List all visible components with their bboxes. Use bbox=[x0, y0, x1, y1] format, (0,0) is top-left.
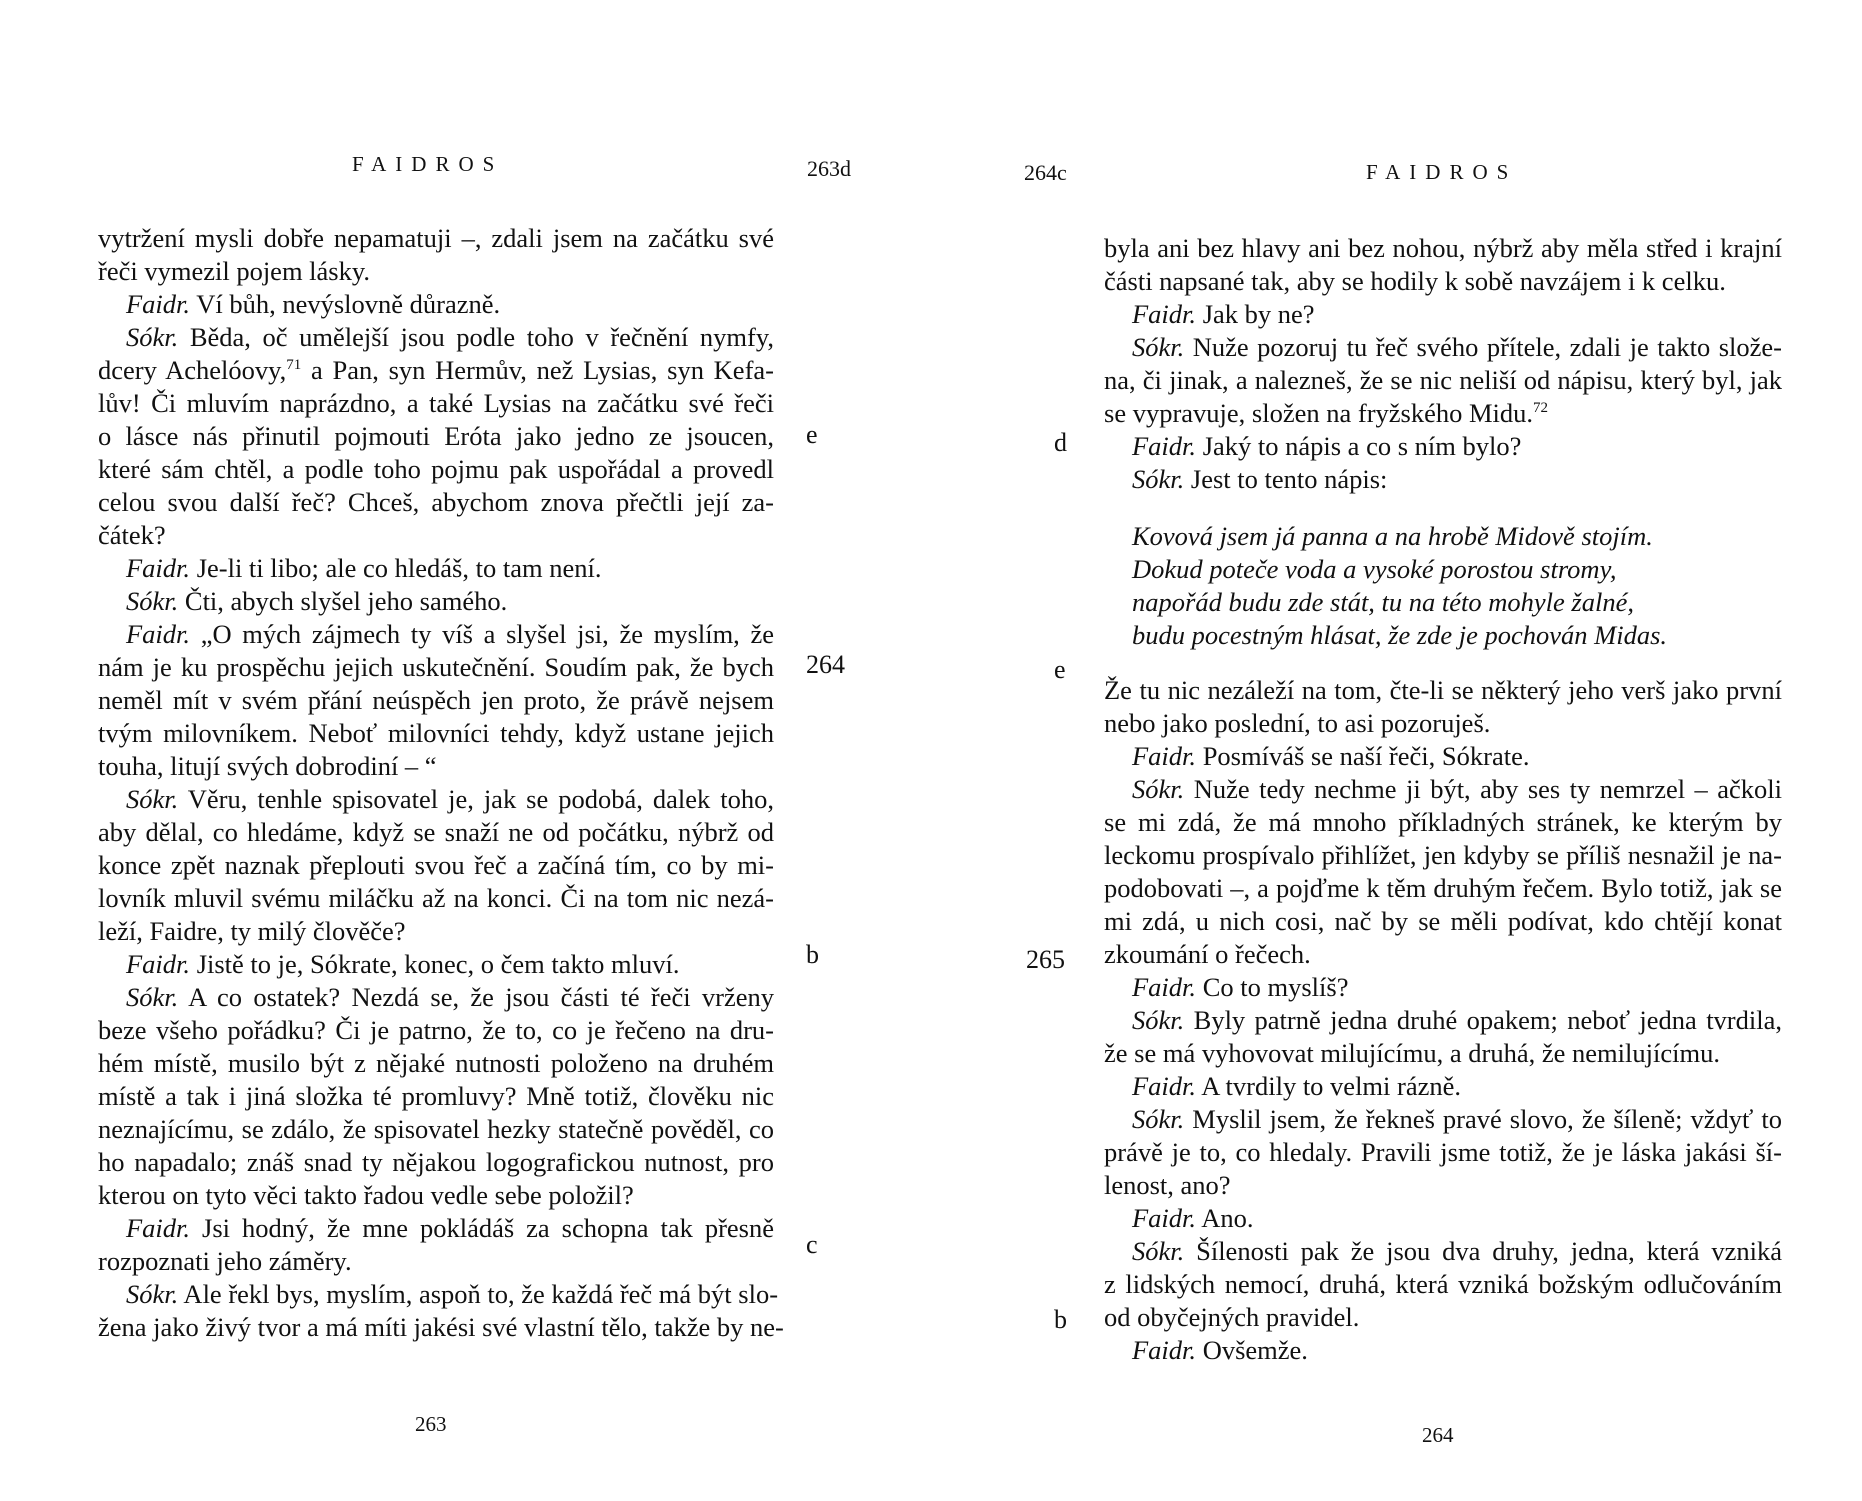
text-line: kterou on tyto věci takto řadou vedle sebe položil? bbox=[98, 1180, 634, 1210]
text-line: leží, Faidre, ty milý člověče? bbox=[98, 916, 406, 946]
text-line: hém místě, musilo být z nějaké nutnosti položeno na druhém bbox=[98, 1048, 774, 1078]
text-line: se mi zdá, že má mnoho příkladných stránek, ke kterým by bbox=[1104, 807, 1782, 837]
speaker: Sókr. bbox=[1132, 1005, 1185, 1035]
text-segment: se vypravuje, složen na fryžského Midu. bbox=[1104, 398, 1534, 428]
left-stephanus-top: 263d bbox=[807, 156, 851, 181]
speech-text: Ano. bbox=[1196, 1203, 1254, 1233]
footnote-ref: 72 bbox=[1533, 400, 1549, 416]
speaker: Faidr. bbox=[1132, 1071, 1197, 1101]
text-line: beze všeho pořádku? Či je patrno, že to, co je řečeno na dru- bbox=[98, 1015, 774, 1045]
text-line: neměl mít v svém přání neúspěch jen proto, že právě nejsem bbox=[98, 685, 774, 715]
speaker: Faidr. bbox=[126, 949, 191, 979]
text-line: nebo jako poslední, to asi pozoruješ. bbox=[1104, 708, 1491, 738]
text-line: lův! Či mluvím naprázdno, a také Lysias na začátku své řeči bbox=[98, 388, 774, 418]
speech-line bbox=[98, 618, 774, 651]
speaker: Sókr. bbox=[126, 586, 179, 616]
speech-text: Jsi hodný, že mne pokládáš za schopna tak přesně bbox=[190, 1213, 774, 1243]
text-line: na, či jinak, a nalezneš, že se nic neliší od nápisu, který byl, jak bbox=[1104, 365, 1782, 395]
speaker: Sókr. bbox=[126, 982, 179, 1012]
speaker: Faidr. bbox=[126, 619, 191, 649]
text-line: vytržení mysli dobře nepamatuji –, zdali jsem na začátku své bbox=[98, 223, 774, 253]
speech-line bbox=[1104, 773, 1782, 806]
speech-line bbox=[1104, 331, 1782, 364]
right-margin-mark: d bbox=[1054, 428, 1067, 457]
footnote-ref: 71 bbox=[286, 357, 302, 373]
speech-line bbox=[98, 585, 774, 618]
speech-line bbox=[1104, 1004, 1782, 1037]
text-line: které sám chtěl, a podle toho pojmu pak uspořádal a provedl bbox=[98, 454, 774, 484]
speech-line bbox=[1104, 430, 1782, 463]
text-segment: a Pan, syn Hermův, než Lysias, syn Kefa- bbox=[301, 355, 774, 385]
speech-text: Jistě to je, Sókrate, konec, o čem takto mluví. bbox=[190, 949, 680, 979]
right-text-column bbox=[1104, 232, 1782, 1367]
right-margin-mark: b bbox=[1054, 1305, 1067, 1334]
text-line: touha, litují svých dobrodiní – “ bbox=[98, 751, 437, 781]
right-running-header: FAIDROS bbox=[1366, 160, 1518, 184]
speaker: Sókr. bbox=[126, 784, 179, 814]
speech-text: Ale řekl bys, myslím, aspoň to, že každá řeč má být slo- bbox=[178, 1279, 779, 1309]
text-line: místě a tak i jiná složka té promluvy? Mně totiž, člověku nic bbox=[98, 1081, 774, 1111]
text-line: že se má vyhovovat milujícímu, a druhá, že nemilujícímu. bbox=[1104, 1038, 1720, 1068]
text-line: konce zpět naznak přeplouti svou řeč a začíná tím, co by mi- bbox=[98, 850, 774, 880]
speech-line bbox=[1104, 1103, 1782, 1136]
text-line: leckomu prospívalo přihlížet, jen kdyby se příliš nesnažil je na- bbox=[1104, 840, 1782, 870]
text-line: od obyčejných pravidel. bbox=[1104, 1302, 1360, 1332]
text-line: lovník mluvil svému miláčku až na konci. Či na tom nic nezá- bbox=[98, 883, 774, 913]
speech-line bbox=[98, 783, 774, 816]
text-line: podobovati –, a pojďme k těm druhým řečem. Bylo totiž, jak se bbox=[1104, 873, 1782, 903]
speaker: Sókr. bbox=[1132, 464, 1185, 494]
speech-text: Věru, tenhle spisovatel je, jak se podobá, dalek toho, bbox=[178, 784, 774, 814]
speech-line bbox=[1104, 1202, 1782, 1235]
speaker: Sókr. bbox=[1132, 332, 1185, 362]
text-line bbox=[1104, 397, 1782, 430]
speaker: Faidr. bbox=[1132, 299, 1197, 329]
speech-line bbox=[98, 981, 774, 1014]
text-segment: dcery Achelóovy, bbox=[98, 355, 287, 385]
text-line: tvým milovníkem. Neboť milovníci tehdy, když ustane jejich bbox=[98, 718, 774, 748]
speaker: Sókr. bbox=[1132, 774, 1185, 804]
speaker: Faidr. bbox=[1132, 1335, 1197, 1365]
speech-text: Jaký to nápis a co s ním bylo? bbox=[1196, 431, 1522, 461]
text-line: neznajícímu, se zdálo, že spisovatel hezky statečně pověděl, co bbox=[98, 1114, 774, 1144]
verse-line: budu pocestným hlásat, že zde je pochován Midas. bbox=[1132, 620, 1668, 650]
right-margin-mark: e bbox=[1054, 655, 1066, 684]
verse-line: Kovová jsem já panna a na hrobě Midově stojím. bbox=[1132, 521, 1653, 551]
speech-text: A co ostatek? Nezdá se, že jsou části té řeči vrženy bbox=[178, 982, 774, 1012]
speech-text: Ovšemže. bbox=[1196, 1335, 1308, 1365]
speaker: Sókr. bbox=[126, 322, 179, 352]
speaker: Faidr. bbox=[126, 289, 191, 319]
text-line: čátek? bbox=[98, 520, 166, 550]
text-line: části napsané tak, aby se hodily k sobě navzájem i k celku. bbox=[1104, 266, 1726, 296]
verse-line: Dokud poteče voda a vysoké porostou stromy, bbox=[1132, 554, 1617, 584]
text-line: lenost, ano? bbox=[1104, 1170, 1231, 1200]
speech-text: Byly patrně jedna druhé opakem; neboť jedna tvrdila, bbox=[1184, 1005, 1782, 1035]
text-line: celou svou další řeč? Chceš, abychom znova přečtli její za- bbox=[98, 487, 774, 517]
verse-line: napořád budu zde stát, tu na této mohyle žalné, bbox=[1132, 587, 1634, 617]
right-margin-mark: 265 bbox=[1026, 945, 1065, 974]
left-margin-mark: b bbox=[806, 940, 819, 969]
speech-text: Běda, oč umělejší jsou podle toho v řečnění nymfy, bbox=[178, 322, 774, 352]
speech-line bbox=[1104, 1334, 1782, 1367]
speaker: Faidr. bbox=[1132, 741, 1197, 771]
speaker: Faidr. bbox=[1132, 431, 1197, 461]
text-line: žena jako živý tvor a má míti jakési své vlastní tělo, takže by ne- bbox=[98, 1312, 784, 1342]
speech-line bbox=[98, 321, 774, 354]
speech-line bbox=[1104, 1235, 1782, 1268]
left-page-number: 263 bbox=[415, 1412, 447, 1436]
text-line: Že tu nic nezáleží na tom, čte-li se některý jeho verš jako první bbox=[1104, 675, 1782, 705]
text-line: o lásce nás přinutil pojmouti Eróta jako jedno ze jsoucen, bbox=[98, 421, 774, 451]
speaker: Sókr. bbox=[126, 1279, 179, 1309]
right-page-number: 264 bbox=[1422, 1423, 1454, 1447]
speech-line bbox=[98, 288, 774, 321]
speaker: Sókr. bbox=[1132, 1104, 1185, 1134]
text-line: nám je ku prospěchu jejich uskutečnění. Soudím pak, že bych bbox=[98, 652, 774, 682]
left-text-column bbox=[98, 222, 784, 1344]
speech-text: Čti, abych slyšel jeho samého. bbox=[178, 586, 508, 616]
text-line: právě je to, co hledaly. Pravili jsme totiž, že je láska jakási ší- bbox=[1104, 1137, 1782, 1167]
left-running-header: FAIDROS bbox=[352, 152, 504, 176]
text-line: rozpoznati jeho záměry. bbox=[98, 1246, 352, 1276]
speech-text: Jest to tento nápis: bbox=[1184, 464, 1388, 494]
left-margin-mark: e bbox=[806, 420, 818, 449]
speech-line bbox=[98, 948, 774, 981]
left-margin-mark: 264 bbox=[806, 650, 845, 679]
speech-line bbox=[1104, 298, 1782, 331]
speech-text: „O mých zájmech ty víš a slyšel jsi, že myslím, že bbox=[190, 619, 774, 649]
text-line: mi zdá, u nich cosi, nač by se měli podívat, kdo chtějí konat bbox=[1104, 906, 1782, 936]
speech-text: Jak by ne? bbox=[1196, 299, 1315, 329]
speech-line bbox=[98, 1212, 774, 1245]
text-line: zkoumání o řečech. bbox=[1104, 939, 1311, 969]
text-line: ho napadalo; znáš snad ty nějakou logografickou nutnost, pro bbox=[98, 1147, 774, 1177]
speaker: Sókr. bbox=[1132, 1236, 1185, 1266]
speech-text: Posmíváš se naší řeči, Sókrate. bbox=[1196, 741, 1530, 771]
speech-line bbox=[1104, 971, 1782, 1004]
speech-text: Nuže pozoruj tu řeč svého přítele, zdali je takto slože- bbox=[1184, 332, 1782, 362]
speech-line bbox=[98, 552, 774, 585]
speech-line bbox=[1104, 463, 1782, 496]
text-line bbox=[98, 354, 774, 387]
speech-text: A tvrdily to velmi rázně. bbox=[1196, 1071, 1462, 1101]
speaker: Faidr. bbox=[126, 1213, 191, 1243]
text-line: aby dělal, co hledáme, když se snaží ne od počátku, nýbrž od bbox=[98, 817, 774, 847]
text-line: byla ani bez hlavy ani bez nohou, nýbrž aby měla střed i krajní bbox=[1104, 233, 1782, 263]
speaker: Faidr. bbox=[1132, 1203, 1197, 1233]
left-margin-mark: c bbox=[806, 1230, 818, 1259]
speech-text: Je-li ti libo; ale co hledáš, to tam není. bbox=[190, 553, 602, 583]
speech-text: Nuže tedy nechme ji být, aby ses ty nemrzel – ačkoli bbox=[1184, 774, 1782, 804]
speech-line bbox=[1104, 740, 1782, 773]
speech-line bbox=[98, 1278, 779, 1311]
speech-text: Šílenosti pak že jsou dva druhy, jedna, která vzniká bbox=[1184, 1236, 1782, 1266]
text-line: z lidských nemocí, druhá, která vzniká božským odlučováním bbox=[1104, 1269, 1782, 1299]
speech-text: Co to myslíš? bbox=[1196, 972, 1349, 1002]
speech-line bbox=[1104, 1070, 1782, 1103]
speech-text: Ví bůh, nevýslovně důrazně. bbox=[190, 289, 501, 319]
right-stephanus-top: 264c bbox=[1024, 160, 1067, 185]
speech-text: Myslil jsem, že řekneš pravé slovo, že šíleně; vždyť to bbox=[1184, 1104, 1782, 1134]
speaker: Faidr. bbox=[1132, 972, 1197, 1002]
speaker: Faidr. bbox=[126, 553, 191, 583]
text-line: řeči vymezil pojem lásky. bbox=[98, 256, 371, 286]
